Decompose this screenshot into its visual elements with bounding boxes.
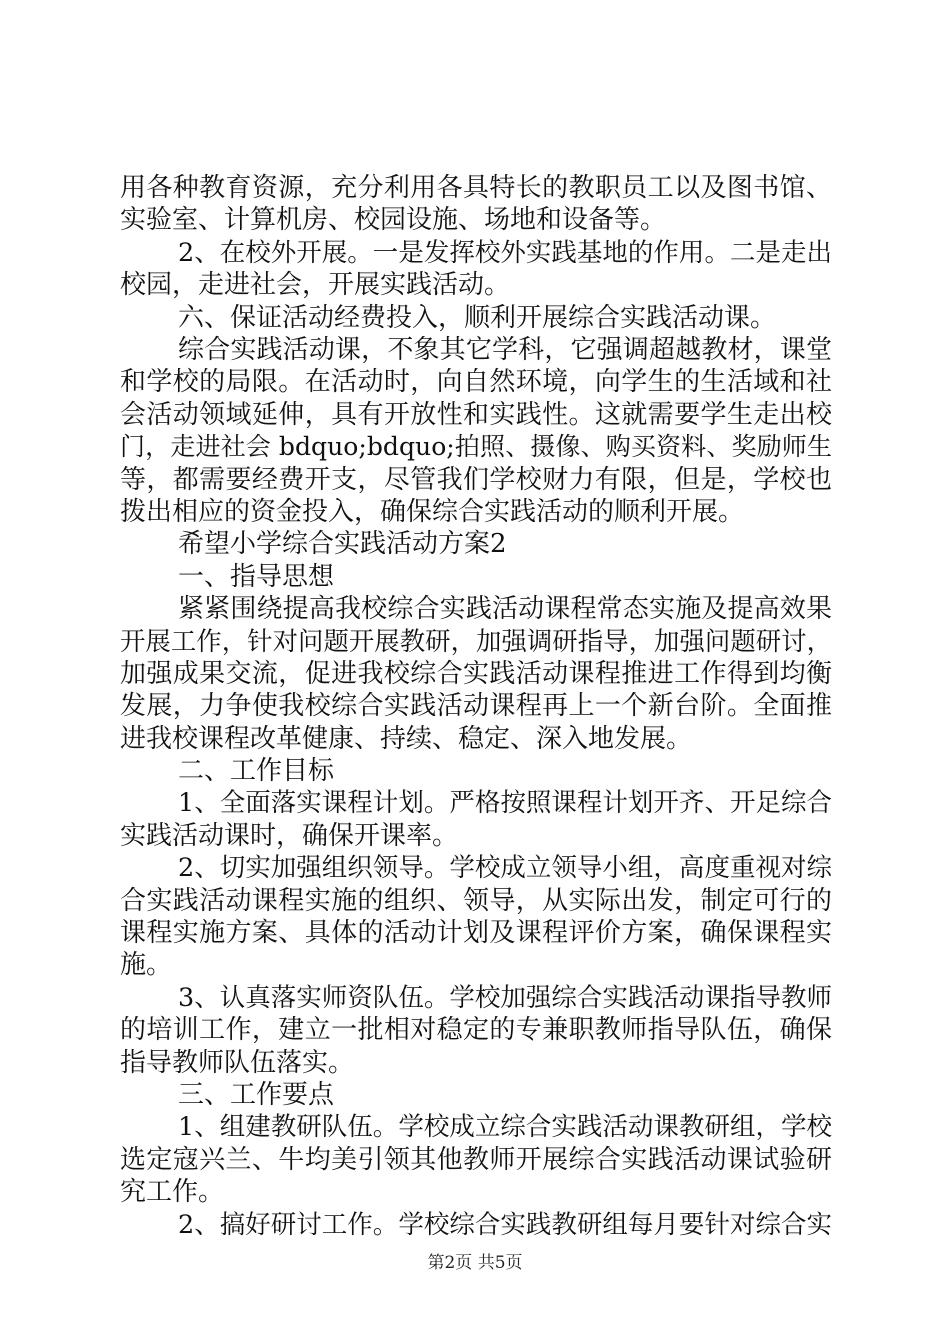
text-line: 指导教师队伍落实。 — [120, 1047, 355, 1078]
text-line: 和学校的局限。在活动时，向自然环境，向学生的生活域和社 — [120, 367, 832, 398]
text-line: 究工作。 — [120, 1177, 225, 1208]
text-line: 施。 — [120, 950, 173, 981]
text-line: 2、搞好研讨工作。学校综合实践教研组每月要针对综合实 — [178, 1209, 832, 1240]
text-line: 发展，力争使我校综合实践活动课程再上一个新台阶。全面推 — [120, 691, 832, 722]
document-body — [120, 172, 832, 1241]
text-line: 课程实施方案、具体的活动计划及课程评价方案，确保课程实 — [120, 917, 832, 948]
text-line: 门，走进社会 bdquo;bdquo;拍照、摄像、购买资料、奖励师生 — [120, 432, 832, 462]
text-line: 的培训工作，建立一批相对稳定的专兼职教师指导队伍，确保 — [120, 1015, 832, 1046]
text-line: 希望小学综合实践活动方案2 — [178, 529, 507, 560]
text-line: 1、全面落实课程计划。严格按照课程计划开齐、开足综合 — [178, 788, 832, 819]
text-line: 1、组建教研队伍。学校成立综合实践活动课教研组，学校 — [178, 1112, 832, 1143]
text-line: 等，都需要经费开支，尽管我们学校财力有限，但是，学校也 — [120, 464, 832, 495]
text-line: 会活动领域延伸，具有开放性和实践性。这就需要学生走出校 — [120, 399, 832, 430]
page-number-footer: 第2页 共5页 — [427, 1253, 523, 1273]
text-line: 2、在校外开展。一是发挥校外实践基地的作用。二是走出 — [178, 237, 832, 268]
text-line: 拨出相应的资金投入，确保综合实践活动的顺利开展。 — [120, 496, 745, 527]
text-line: 六、保证活动经费投入，顺利开展综合实践活动课。 — [178, 302, 777, 333]
text-line: 紧紧围绕提高我校综合实践活动课程常态实施及提高效果 — [178, 594, 832, 625]
text-line: 开展工作，针对问题开展教研，加强调研指导，加强问题研讨， — [120, 626, 832, 657]
text-line: 选定寇兴兰、牛均美引领其他教师开展综合实践活动课试验研 — [120, 1144, 832, 1175]
text-line: 实践活动课时，确保开课率。 — [120, 820, 459, 851]
text-line: 合实践活动课程实施的组织、领导，从实际出发，制定可行的 — [120, 885, 832, 916]
text-line: 用各种教育资源，充分利用各具特长的教职员工以及图书馆、 — [120, 173, 832, 203]
text-line: 进我校课程改革健康、持续、稳定、深入地发展。 — [120, 723, 693, 754]
text-line: 二、工作目标 — [178, 756, 335, 787]
text-line: 3、认真落实师资队伍。学校加强综合实践活动课指导教师 — [178, 982, 832, 1013]
text-line: 综合实践活动课，不象其它学科，它强调超越教材，课堂 — [178, 334, 832, 365]
text-line: 三、工作要点 — [178, 1079, 335, 1110]
text-line: 加强成果交流，促进我校综合实践活动课程推进工作得到均衡 — [120, 658, 832, 689]
text-line: 一、指导思想 — [178, 561, 335, 592]
text-line: 2、切实加强组织领导。学校成立领导小组，高度重视对综 — [178, 853, 832, 884]
text-line: 校园，走进社会，开展实践活动。 — [120, 270, 511, 301]
text-line: 实验室、计算机房、校园设施、场地和设备等。 — [120, 205, 667, 236]
